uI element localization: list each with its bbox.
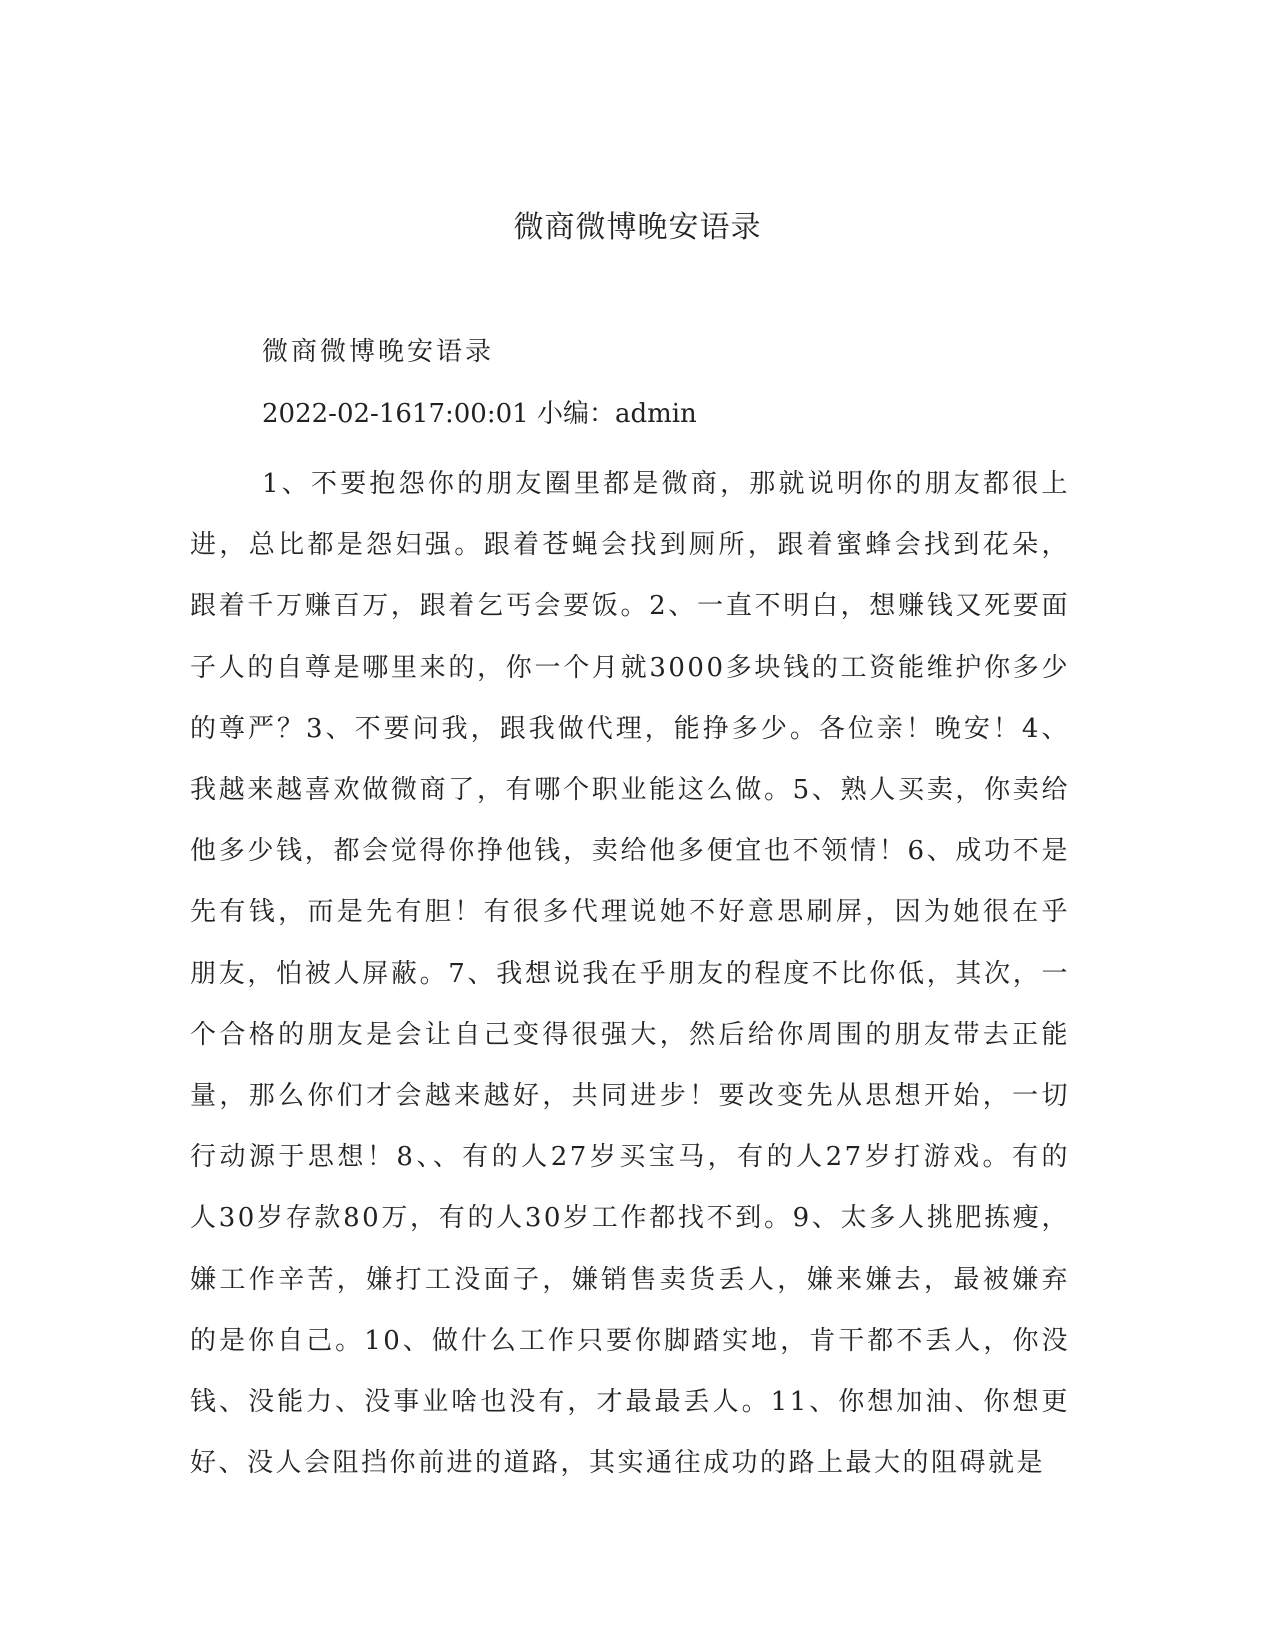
document-title: 微商微博晚安语录 [513, 210, 762, 245]
body-paragraph: 1、不要抱怨你的朋友圈里都是微商，那就说明你的朋友都很上进，总比都是怨妇强。跟着苍蝇会找到厕所，跟着蜜蜂会找到花朵，跟着千万赚百万，跟着乞丐会要饭。2、一直不明白，想赚钱又死要面子人的自尊是哪里来的，你一个月就3000多块钱的工资能维护你多少的尊严？3、不要问我，跟我做代理，能挣多少。各位亲！晚安！4、我越来越喜欢做微商了，有哪个职业能这么做。5、熟人买卖，你卖给他多少钱，都会觉得你挣他钱，卖给他多便宜也不领情！6、成功不是先有钱，而是先有胆！有很多代理说她不好意思刷屏，因为她很在乎朋友，怕被人屏蔽。7、我想说我在乎朋友的程度不比你低，其次，一个合格的朋友是会让自己变得很强大，然后给你周围的朋友带去正能量，那么你们才会越来越好，共同进步！要改变先从思想开始，一切行动源于思想！8、、有的人27岁买宝马，有的人27岁打游戏。有的人30岁存款80万，有的人30岁工作都找不到。9、太多人挑肥拣瘦，嫌工作辛苦，嫌打工没面子，嫌销售卖货丢人，嫌来嫌去，最被嫌弃的是你自己。10、做什么工作只要你脚踏实地，肯干都不丢人，你没钱、没能力、没事业啥也没有，才最最丢人。11、你想加油、你想更好、没人会阻挡你前进的道路，其实通往成功的路上最大的阻碍就是 [190, 469, 1070, 1479]
post-meta: 2022-02-1617:00:01 小编：admin [262, 399, 697, 429]
document-subtitle: 微商微博晚安语录 [262, 337, 495, 367]
